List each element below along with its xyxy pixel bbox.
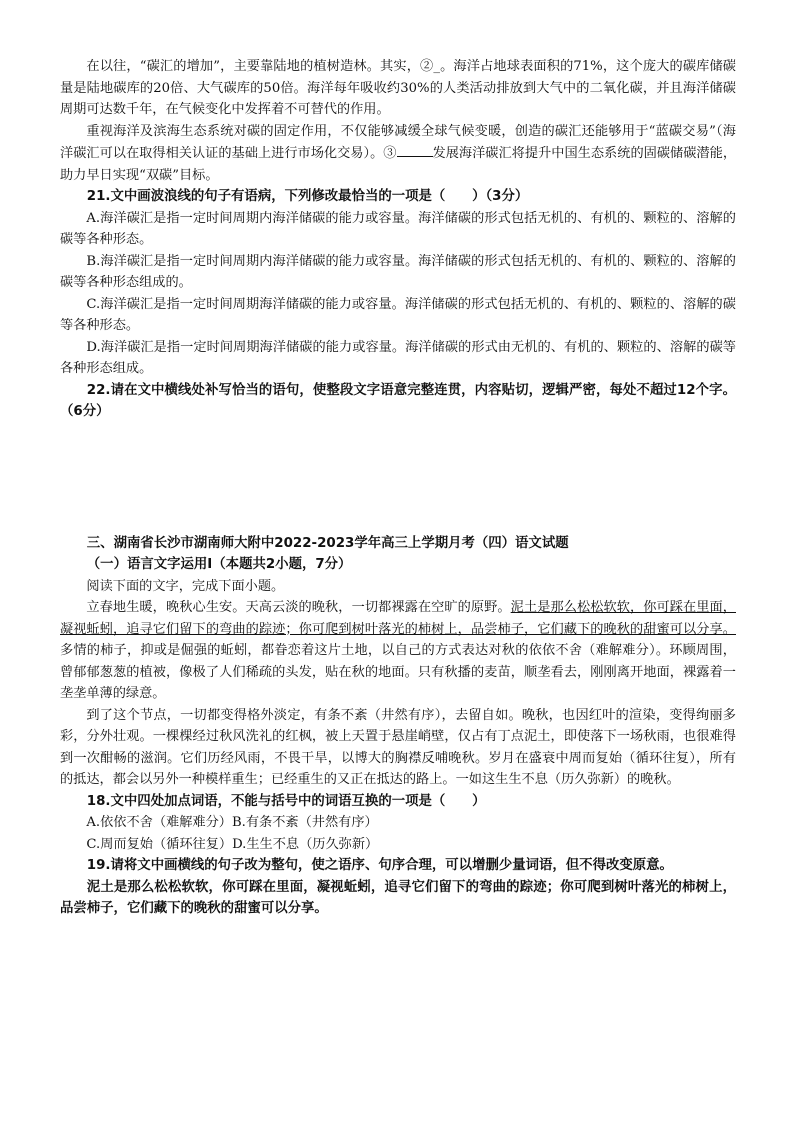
question-21-option-d: D.海洋碳汇是指一定时间周期海洋储碳的能力或容量。海洋储碳的形式由无机的、有机的、颗粒的、溶解的碳等各种形态组成。 — [60, 339, 736, 376]
passage-paragraph-1-end: 多情的柿子，抑或是倔强的蚯蚓，都眷恋着这片土地，以自己的方式表达对秋的依依不舍（难解难分）。环顾周围，曾郁郁葱葱的植被，像极了人们稀疏的头发，贴在秋的地面。只有秋播的麦苗，顺垄看去，刚刚离开地面，裸露着一垄垄单薄的绿意。 — [60, 643, 736, 701]
underlined-sentence: 泥土是那么松松软软，你可踩在里面，凝视蚯蚓，追寻它们留下的弯曲的踪迹；你可爬到树叶落光的柿树上，品尝柿子，它们藏下的晚秋的甜蜜可以分享。 — [60, 600, 736, 637]
subsection-title: （一）语言文字运用Ⅰ（本题共2小题，7分） — [86, 557, 352, 572]
paragraph-blue-carbon-part2: 发展海洋碳汇将提升中国生态系统的固碳储碳潜能，助力早日实现“双碳”目标。 — [60, 146, 737, 183]
paragraph-blue-carbon — [60, 121, 736, 187]
question-19: 19.请将文中画横线的句子改为整句，使之语序、句序合理，可以增删少量词语，但不得改变原意。 — [86, 858, 673, 873]
section-3-title: 三、湖南省长沙市湖南师大附中2022-2023学年高三上学期月考（四）语文试题 — [86, 535, 569, 551]
question-18-options-cd: C.周而复始（循环往复）D.生生不息（历久弥新） — [86, 836, 379, 852]
answer-blank-3 — [397, 142, 433, 157]
passage-paragraph-1-start: 立春地生暖，晚秋心生安。天高云淡的晚秋，一切都裸露在空旷的原野。 — [86, 600, 511, 615]
question-21-option-b: B.海洋碳汇是指一定时间周期内海洋储碳的能力或容量。海洋储碳的形式包括无机的、有机的、颗粒的、溶解的碳等各种形态组成的。 — [60, 253, 736, 290]
question-21: 21.文中画波浪线的句子有语病，下列修改最恰当的一项是（ ）（3分） — [86, 189, 529, 204]
reading-instruction: 阅读下面的文字，完成下面小题。 — [86, 578, 285, 594]
question-22: 22.请在文中横线处补写恰当的语句，使整段文字语意完整连贯，内容贴切，逻辑严密，每处不超过12个字。（6分） — [60, 382, 736, 419]
question-18: 18.文中四处加点词语，不能与括号中的词语互换的一项是（ ） — [86, 793, 486, 809]
passage-paragraph-2: 到了这个节点，一切都变得格外淡定，有条不紊（井然有序），去留自如。晚秋，也因红叶的渲染，变得绚丽多彩，分外壮观。一棵棵经过秋风洗礼的红枫，被上天置于悬崖峭壁，仅占有丁点泥土，即使落下一场秋雨，也很难得到一次酣畅的滋润。它们历经风雨，不畏干旱，以博大的胸襟反哺晚秋。岁月在盛衰中周而复始（循环往复），所有的抵达，都会以另外一种模样重生；已经重生的又正在抵达的路上。一如这生生不息（历久弥新）的晚秋。 — [60, 707, 736, 787]
passage-paragraph-1 — [60, 597, 736, 705]
question-21-option-a: A.海洋碳汇是指一定时间周期内海洋储碳的能力或容量。海洋储碳的形式包括无机的、有机的、颗粒的、溶解的碳等各种形态。 — [60, 210, 736, 247]
question-18-options-ab: A.依依不舍（难解难分）B.有条不紊（井然有序） — [86, 815, 378, 830]
answer-space — [60, 423, 736, 533]
paragraph-carbon-sink: 在以往，“碳汇的增加”，主要靠陆地的植树造林。其实，②_。海洋占地球表面积的71%，这个庞大的碳库储碳量是陆地碳库的20倍、大气碳库的50倍。海洋每年吸收约30%的人类活动排放到大气中的二氧化碳，并且海洋储碳周期可达数千年，在气候变化中发挥着不可替代的作用。 — [60, 59, 736, 117]
question-21-option-c: C.海洋碳汇是指一定时间周期海洋储碳的能力或容量。海洋储碳的形式包括无机的、有机的、颗粒的、溶解的碳等各种形态。 — [60, 296, 736, 333]
paragraph-blue-carbon-part1: 重视海洋及滨海生态系统对碳的固定作用，不仅能够减缓全球气候变暖，创造的碳汇还能够用于“蓝碳交易”（海洋碳汇可以在取得相关认证的基础上进行市场化交易）。③ — [60, 123, 736, 161]
question-19-quote: 泥土是那么松松软软，你可踩在里面，凝视蚯蚓，追寻它们留下的弯曲的踪迹；你可爬到树叶落光的柿树上，品尝柿子，它们藏下的晚秋的甜蜜可以分享。 — [60, 879, 736, 916]
document-page — [60, 56, 736, 920]
